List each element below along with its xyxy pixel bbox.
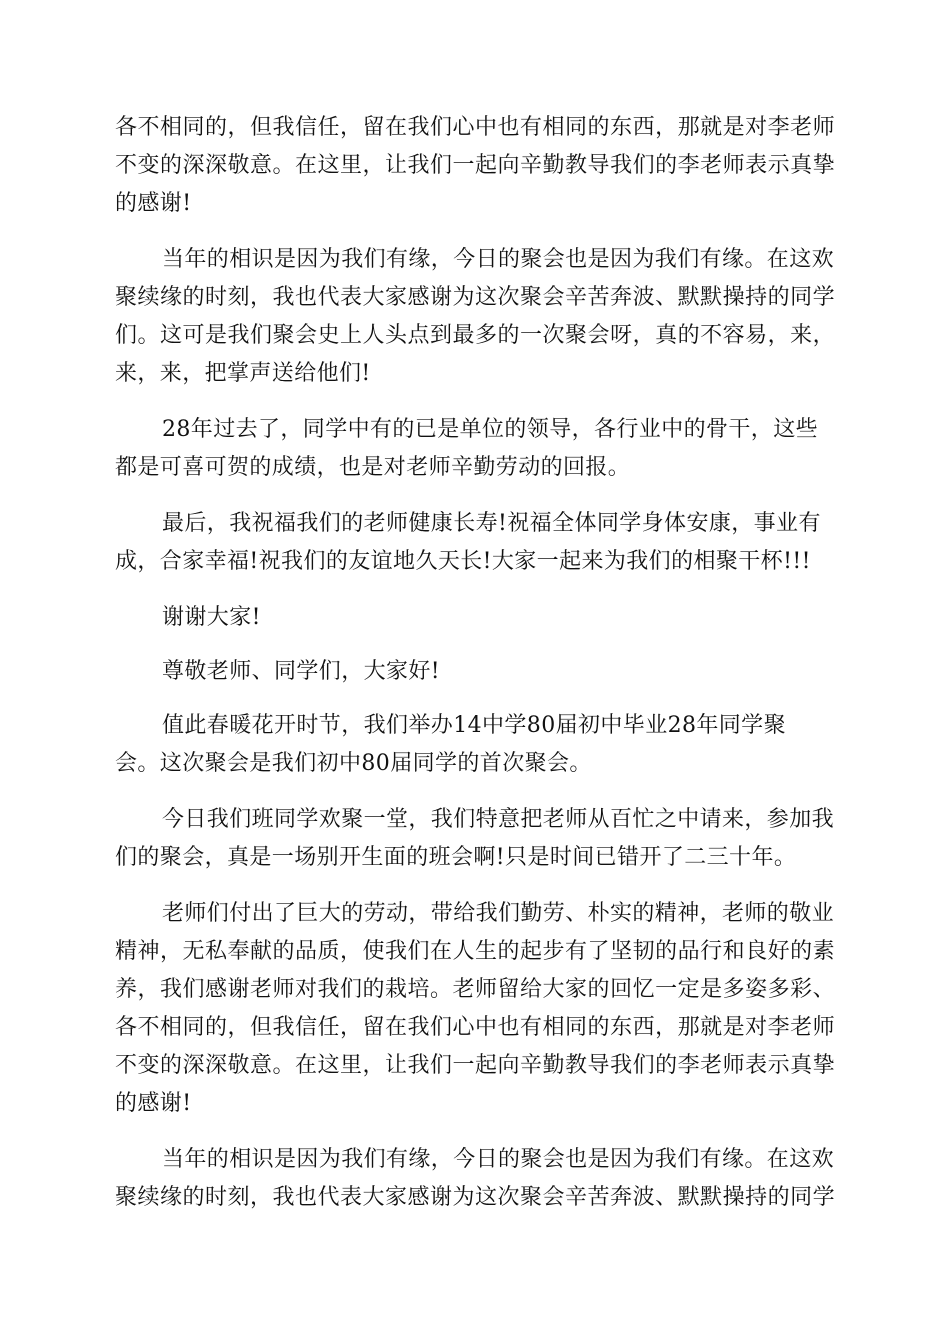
text-line: 值此春暖花开时节，我们举办14中学80届初中毕业28年同学聚 [162, 713, 786, 738]
text-line: 会。这次聚会是我们初中80届同学的首次聚会。 [115, 751, 592, 776]
text-line: 谢谢大家! [162, 605, 261, 630]
text-line: 来，来，把掌声送给他们! [115, 361, 371, 386]
text-line: 不变的深深敬意。在这里，让我们一起向辛勤教导我们的李老师表示真挚 [115, 1053, 835, 1078]
text-line: 们的聚会，真是一场别开生面的班会啊!只是时间已错开了二三十年。 [115, 845, 797, 870]
text-line: 们。这可是我们聚会史上人头点到最多的一次聚会呀，真的不容易，来， [115, 323, 835, 348]
text-line: 28年过去了，同学中有的已是单位的领导，各行业中的骨干，这些 [162, 417, 818, 442]
text-line: 老师们付出了巨大的劳动，带给我们勤劳、朴实的精神，老师的敬业 [162, 901, 835, 926]
text-line: 的感谢! [115, 1091, 192, 1116]
text-line: 今日我们班同学欢聚一堂，我们特意把老师从百忙之中请来，参加我 [162, 807, 835, 832]
text-line: 各不相同的，但我信任，留在我们心中也有相同的东西，那就是对李老师 [115, 115, 835, 140]
text-line: 成，合家幸福!祝我们的友谊地久天长!大家一起来为我们的相聚干杯!!! [115, 549, 811, 574]
text-line: 当年的相识是因为我们有缘，今日的聚会也是因为我们有缘。在这欢 [162, 1147, 835, 1172]
text-line: 尊敬老师、同学们，大家好! [162, 659, 441, 684]
text-line: 不变的深深敬意。在这里，让我们一起向辛勤教导我们的李老师表示真挚 [115, 153, 835, 178]
text-line: 各不相同的，但我信任，留在我们心中也有相同的东西，那就是对李老师 [115, 1015, 835, 1040]
text-line: 精神，无私奉献的品质，使我们在人生的起步有了坚韧的品行和良好的素 [115, 939, 835, 964]
text-line: 养，我们感谢老师对我们的栽培。老师留给大家的回忆一定是多姿多彩、 [115, 977, 835, 1002]
text-line: 聚续缘的时刻，我也代表大家感谢为这次聚会辛苦奔波、默默操持的同学 [115, 285, 835, 310]
text-line: 最后，我祝福我们的老师健康长寿!祝福全体同学身体安康，事业有 [162, 511, 821, 536]
text-line: 的感谢! [115, 191, 192, 216]
text-line: 当年的相识是因为我们有缘，今日的聚会也是因为我们有缘。在这欢 [162, 247, 835, 272]
text-line: 聚续缘的时刻，我也代表大家感谢为这次聚会辛苦奔波、默默操持的同学 [115, 1185, 835, 1210]
text-line: 都是可喜可贺的成绩，也是对老师辛勤劳动的回报。 [115, 455, 631, 480]
